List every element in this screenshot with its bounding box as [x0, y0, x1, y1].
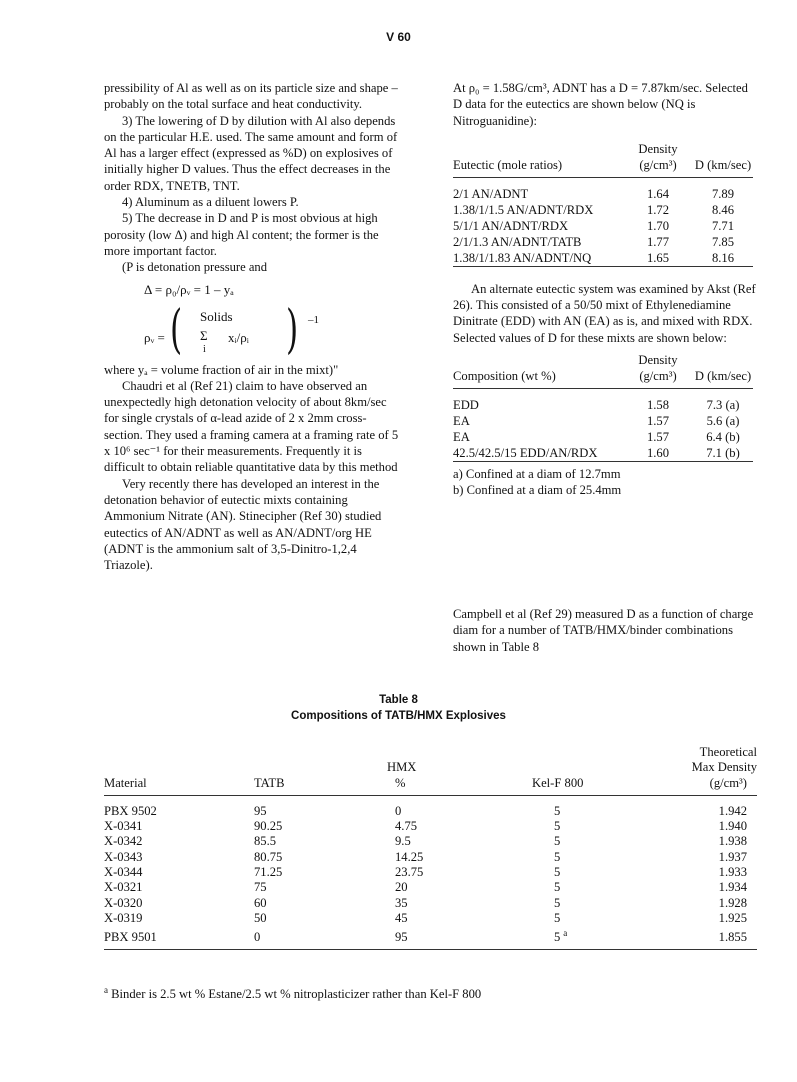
tmd-cell: 1.934 — [718, 880, 747, 895]
material-cell: X-0341 — [104, 819, 143, 834]
left-paren: ( — [170, 299, 183, 360]
table-row — [104, 819, 757, 834]
tmd-cell: 1.942 — [718, 803, 747, 818]
d-cell: 7.3 (a) — [693, 389, 753, 414]
kelf-header — [514, 745, 664, 795]
left-paragraph-3: 4) Aluminum as a diluent lowers P. — [122, 195, 299, 210]
kelf-value: 5 — [554, 849, 561, 864]
material-header: Material — [104, 745, 249, 795]
composition-table — [453, 352, 753, 462]
left-paragraph-2: 3) The lowering of D by dilution with Al also depends on the particular H.E. used. The same amount and form of Al has a larger effect (expressed as %D) on explosives of initially higher D values. Thus the effect decreases in the order RDX, TNETB, TNT. — [104, 113, 398, 193]
density-cell: 1.58 — [623, 389, 693, 414]
kelf-cell — [514, 896, 664, 911]
tmd-header — [664, 745, 757, 795]
d-header-col: D (km/sec) — [694, 157, 752, 172]
composition-cell: EA — [453, 430, 470, 445]
table-row — [104, 850, 757, 865]
left-paragraph-5: (P is detonation pressure and — [122, 260, 268, 275]
table-row — [453, 429, 753, 445]
hmx-cell: 9.5 — [395, 834, 411, 849]
table-row — [104, 911, 757, 926]
density-formula — [104, 276, 400, 362]
composition-cell: EA — [453, 414, 470, 429]
eutectic-header-col: Eutectic (mole ratios) — [453, 157, 563, 172]
composition-table-body — [453, 389, 753, 462]
left-paragraph-1: pressibility of Al as well as on its particle size and shape – probably on the total surface and heat conductivity. — [104, 81, 398, 112]
formula-solids: Solids — [200, 308, 233, 324]
kelf-cell — [514, 819, 664, 834]
left-column — [104, 80, 400, 573]
kelf-cell — [514, 795, 664, 819]
tmd-header-line-1: Theoretical — [699, 745, 757, 759]
formula-sigma: Σ — [200, 327, 208, 343]
formula-sub-i: i — [203, 343, 206, 355]
table-row — [453, 445, 753, 462]
formula-line-1: Δ = ρ₀/ρᵥ = 1 – yₐ — [144, 281, 234, 297]
right-paragraph-3: Campbell et al (Ref 29) measured D as a function of charge diam for a number of TATB/HMX/binder combinations shown in Table 8 — [453, 607, 754, 654]
left-paragraph-7: Chaudri et al (Ref 21) claim to have observed an unexpectedly high detonation velocity of about 8km/sec for single crystals of α-lead azide of 2 x 2mm cross-section. They used a framing camera at a framing rate of 5 x 10⁶ sec⁻¹ for their measurements. Frequently it is difficult to obtain reliable quantitative data by this method — [104, 378, 399, 475]
footnote-text: Binder is 2.5 wt % Estane/2.5 wt % nitroplasticizer rather than Kel-F 800 — [111, 987, 482, 1002]
d-cell: 7.85 — [711, 234, 735, 249]
kelf-cell — [514, 834, 664, 849]
eutectic-cell: 2/1 AN/ADNT — [453, 177, 623, 202]
hmx-cell: 20 — [395, 880, 408, 895]
d-cell: 5.6 (a) — [706, 414, 740, 429]
eutectic-table — [453, 141, 753, 267]
d-cell: 8.46 — [711, 202, 735, 217]
material-cell: X-0343 — [104, 849, 143, 864]
table-row — [104, 834, 757, 849]
kelf-cell — [514, 865, 664, 880]
material-cell: X-0342 — [104, 834, 143, 849]
d-cell: 7.71 — [711, 218, 735, 233]
kelf-value: 5 — [554, 865, 561, 880]
tatb-header — [249, 745, 379, 795]
right-paragraph-2: An alternate eutectic system was examined by Akst (Ref 26). This consisted of a 50/50 mixt of Ethylenediamine Dinitrate (EDD) with AN (EA) as is, and mixed with RDX. Selected values of D for these mixts are shown below: — [453, 281, 756, 345]
table-row — [453, 389, 753, 414]
right-paragraph-1: At ρ₀ = 1.58G/cm³, ADNT has a D = 7.87km/sec. Selected D data for the eutectics are shown below (NQ is Nitroguanidine): — [453, 81, 748, 128]
table-row — [104, 926, 757, 949]
formula-term: xᵢ/ρᵢ — [228, 329, 249, 345]
table8-footnote — [104, 985, 757, 1002]
material-cell: PBX 9501 — [104, 926, 249, 949]
pct-header-label: % — [395, 775, 406, 790]
density-cell: 1.70 — [646, 218, 670, 233]
density-cell: 1.57 — [646, 414, 670, 429]
table8-body — [104, 795, 757, 949]
left-paragraph-4: 5) The decrease in D and P is most obvious at high porosity (low Δ) and high Al content; the former is the more important factor. — [104, 211, 379, 258]
right-column — [453, 80, 757, 499]
tmd-cell: 1.940 — [718, 819, 747, 834]
hmx-cell: 14.25 — [395, 849, 424, 864]
table-row — [453, 234, 753, 250]
kelf-value: 5 — [554, 834, 561, 849]
kelf-value: 5 — [554, 880, 561, 895]
table-note-b: b) Confined at a diam of 25.4mm — [453, 483, 622, 498]
density-cell: 1.57 — [646, 430, 670, 445]
tmd-header-line-3: (g/cm³) — [709, 775, 747, 790]
table-row — [104, 880, 757, 895]
kelf-value: 5 — [554, 930, 561, 945]
tmd-cell: 1.925 — [718, 910, 747, 925]
hmx-cell: 0 — [395, 803, 402, 818]
table-note-a: a) Confined at a diam of 12.7mm — [453, 467, 621, 482]
density-header-col: Density (g/cm³) — [638, 141, 678, 172]
d-cell: 7.1 (b) — [693, 445, 753, 462]
tatb-cell: 80.75 — [254, 849, 283, 864]
hmx-cell: 45 — [395, 910, 408, 925]
tmd-header-line-2: Max Density — [691, 760, 757, 775]
material-cell: X-0344 — [104, 865, 143, 880]
hmx-cell: 95 — [379, 926, 514, 949]
d-header-col-2: D (km/sec) — [694, 369, 752, 384]
kelf-value: 5 — [554, 910, 561, 925]
tatb-cell: 50 — [254, 910, 267, 925]
eutectic-cell: 5/1/1 AN/ADNT/RDX — [453, 218, 569, 233]
tatb-cell: 75 — [254, 880, 267, 895]
kelf-cell — [514, 926, 664, 949]
kelf-value: 5 — [554, 819, 561, 834]
material-cell: X-0321 — [104, 880, 143, 895]
left-paragraph-6: where yₐ = volume fraction of air in the mixt)" — [104, 362, 339, 377]
binder-footnote-mark: a — [563, 928, 568, 939]
tatb-cell: 60 — [254, 895, 267, 910]
table8-title: Table 8 — [379, 694, 418, 706]
density-cell: 1.72 — [646, 202, 670, 217]
right-paren: ) — [286, 299, 299, 360]
footnote-mark: a — [104, 985, 108, 995]
d-cell: 6.4 (b) — [706, 430, 740, 445]
eutectic-cell: 2/1/1.3 AN/ADNT/TATB — [453, 234, 582, 249]
formula-exponent: –1 — [308, 313, 319, 326]
d-cell: 8.16 — [693, 250, 753, 267]
table-row — [453, 413, 753, 429]
kelf-cell — [514, 911, 664, 926]
kelf-value: 5 — [554, 895, 561, 910]
tmd-cell: 1.928 — [718, 895, 747, 910]
density-cell: 1.77 — [646, 234, 670, 249]
tmd-cell: 1.855 — [664, 926, 757, 949]
composition-cell: EDD — [453, 389, 623, 414]
material-cell: PBX 9502 — [104, 803, 157, 818]
table-row — [453, 202, 753, 218]
eutectic-cell: 1.38/1/1.83 AN/ADNT/NQ — [453, 250, 623, 267]
kelf-cell — [514, 880, 664, 895]
tatb-cell: 95 — [254, 803, 267, 818]
tatb-cell: 0 — [249, 926, 379, 949]
kelf-value: 5 — [554, 803, 561, 818]
eutectic-cell: 1.38/1/1.5 AN/ADNT/RDX — [453, 202, 594, 217]
hmx-cell: 35 — [395, 895, 408, 910]
tatb-cell: 71.25 — [254, 865, 283, 880]
table-row — [104, 896, 757, 911]
density-header-col-2: Density (g/cm³) — [638, 353, 678, 384]
hmx-cell: 4.75 — [395, 819, 418, 834]
d-cell: 7.89 — [693, 177, 753, 202]
tmd-cell: 1.933 — [718, 865, 747, 880]
table-row — [453, 250, 753, 267]
tmd-cell: 1.938 — [718, 834, 747, 849]
hmx-header-label: HMX — [387, 760, 417, 775]
density-cell: 1.65 — [623, 250, 693, 267]
kelf-header-label: Kel-F 800 — [532, 775, 584, 790]
table-row — [453, 218, 753, 234]
composition-cell: 42.5/42.5/15 EDD/AN/RDX — [453, 445, 623, 462]
tatb-cell: 90.25 — [254, 819, 283, 834]
table8 — [104, 745, 757, 950]
material-cell: X-0320 — [104, 895, 143, 910]
tatb-header-label: TATB — [254, 775, 285, 790]
left-paragraph-8: Very recently there has developed an interest in the detonation behavior of eutectic mixts containing Ammonium Nitrate (AN). Stinecipher (Ref 30) studied eutectics of AN/ADNT as well as AN/ADNT/org HE (ADNT is the ammonium salt of 3,5-Dinitro-1,2,4 Triazole). — [104, 476, 382, 573]
formula-lhs: ρᵥ = — [144, 329, 165, 345]
hmx-header — [379, 745, 514, 795]
tatb-cell: 85.5 — [254, 834, 277, 849]
page-header: V 60 — [386, 30, 411, 44]
composition-header-col: Composition (wt %) — [453, 369, 556, 384]
material-cell: X-0319 — [104, 910, 143, 925]
table-row — [453, 177, 753, 202]
table-row — [104, 795, 757, 819]
eutectic-table-body — [453, 177, 753, 266]
kelf-cell — [514, 850, 664, 865]
tmd-cell: 1.937 — [718, 849, 747, 864]
table8-caption — [0, 692, 797, 724]
table8-subtitle: Compositions of TATB/HMX Explosives — [291, 710, 506, 722]
table-row — [104, 865, 757, 880]
hmx-cell: 23.75 — [395, 865, 424, 880]
density-cell: 1.64 — [623, 177, 693, 202]
density-cell: 1.60 — [623, 445, 693, 462]
